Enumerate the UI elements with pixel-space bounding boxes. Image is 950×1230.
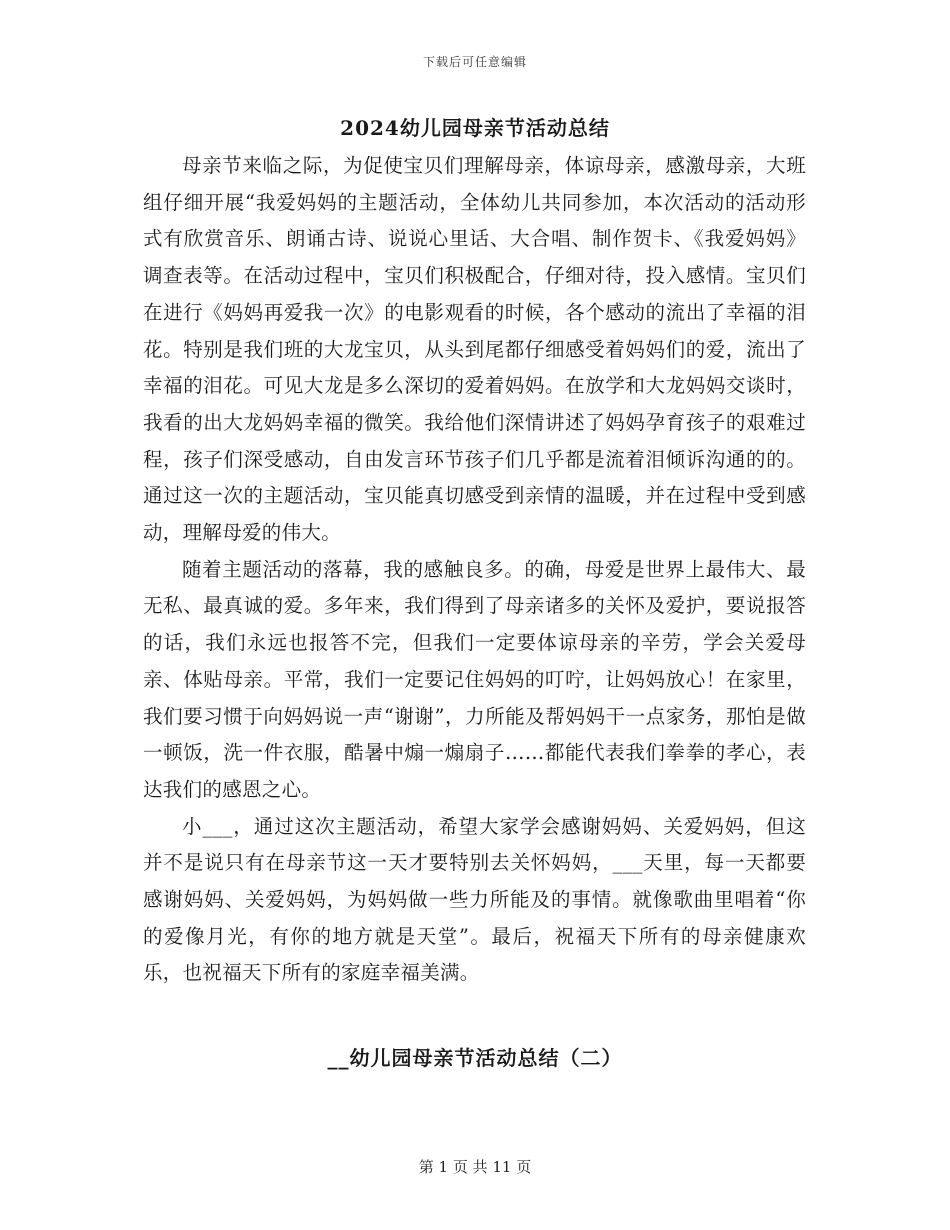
header-note: 下载后可任意编辑	[422, 55, 527, 69]
paragraph-3: 小___，通过这次主题活动，希望大家学会感谢妈妈、关爱妈妈，但这并不是说只有在母亲节这一天才要特别去关怀妈妈，___天里，每一天都要感谢妈妈、关爱妈妈，为妈妈做一些力所能及的事情。就像歌曲里唱着“你的爱像月光，有你的地方就是天堂”。最后，祝福天下所有的母亲健康欢乐，也祝福天下所有的家庭幸福美满。	[143, 814, 806, 985]
page-footer: 第 1 页 共 11 页	[418, 1158, 532, 1176]
section-subtitle: __幼儿园母亲节活动总结（二）	[327, 1046, 623, 1070]
paragraph-2: 随着主题活动的落幕，我的感触良多。的确，母爱是世界上最伟大、最无私、最真诚的爱。多年来，我们得到了母亲诸多的关怀及爱护，要说报答的话，我们永远也报答不完，但我们一定要体谅母亲的辛劳，学会关爱母亲、体贴母亲。平常，我们一定要记住妈妈的叮咛，让妈妈放心！在家里，我们要习惯于向妈妈说一声“谢谢”，力所能及帮妈妈干一点家务，那怕是做一顿饭，洗一件衣服，酷暑中煽一煽扇子……都能代表我们拳拳的孝心，表达我们的感恩之心。	[143, 557, 806, 801]
document-body	[143, 148, 806, 992]
paragraph-1: 母亲节来临之际，为促使宝贝们理解母亲，体谅母亲，感激母亲，大班组仔细开展“我爱妈妈的主题活动，全体幼儿共同参加，本次活动的活动形式有欣赏音乐、朗诵古诗、说说心里话、大合唱、制作贺卡、《我爱妈妈》调查表等。在活动过程中，宝贝们积极配合，仔细对待，投入感情。宝贝们在进行《妈妈再爱我一次》的电影观看的时候，各个感动的流出了幸福的泪花。特别是我们班的大龙宝贝，从头到尾都仔细感受着妈妈们的爱，流出了幸福的泪花。可见大龙是多么深切的爱着妈妈。在放学和大龙妈妈交谈时，我看的出大龙妈妈幸福的微笑。我给他们深情讲述了妈妈孕育孩子的艰难过程，孩子们深受感动，自由发言环节孩子们几乎都是流着泪倾诉沟通的的。通过这一次的主题活动，宝贝能真切感受到亲情的温暖，并在过程中受到感动，理解母爱的伟大。	[143, 154, 806, 545]
document-title: 2024幼儿园母亲节活动总结	[340, 116, 610, 140]
